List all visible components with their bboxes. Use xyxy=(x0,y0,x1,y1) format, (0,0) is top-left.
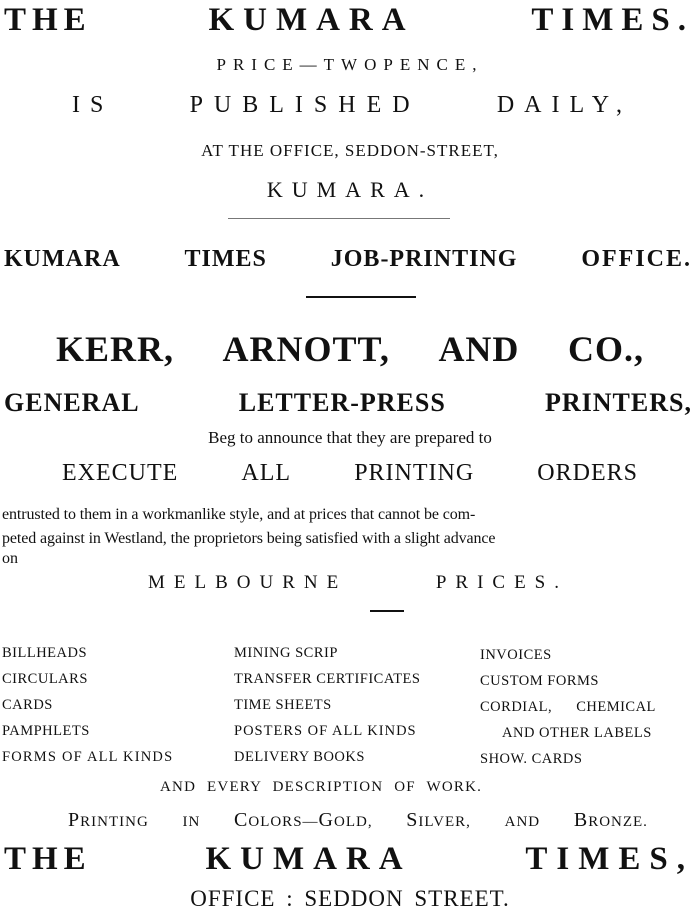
masthead-bottom-word-kumara: KUMARA xyxy=(205,841,412,877)
masthead-word-kumara: KUMARA xyxy=(208,2,415,38)
job-word-job-printing: JOB-PRINTING xyxy=(330,246,518,272)
list-item: DELIVERY BOOKS xyxy=(234,749,365,765)
execute-heading xyxy=(62,460,638,487)
masthead-word-times: TIMES. xyxy=(531,2,694,38)
colors-word-colors: COLORS—GOLD, xyxy=(234,809,373,831)
list-item: MINING SCRIP xyxy=(234,645,338,661)
published-word-published: PUBLISHED xyxy=(189,92,421,118)
execute-word-printing: PRINTING xyxy=(354,460,475,486)
firm-word-kerr: KERR, xyxy=(56,329,175,369)
colors-word-printing: PRINTING xyxy=(68,809,149,831)
melbourne-prices xyxy=(148,572,568,594)
firm-word-and: AND xyxy=(438,329,520,369)
town-name: KUMARA. xyxy=(266,177,434,202)
job-word-office: OFFICE. xyxy=(581,246,692,272)
divider-1 xyxy=(228,218,450,219)
printing-in-colors xyxy=(68,809,648,832)
list-item: TRANSFER CERTIFICATES xyxy=(234,671,421,687)
trade-heading xyxy=(4,388,692,418)
list-item: CIRCULARS xyxy=(2,671,88,687)
price-line: PRICE—TWOPENCE, xyxy=(216,55,484,74)
list-item: CARDS xyxy=(2,697,53,713)
list-item: TIME SHEETS xyxy=(234,697,332,713)
services-col-2 xyxy=(234,640,420,770)
list-item: AND OTHER LABELS xyxy=(502,725,652,741)
services-col-3 xyxy=(480,642,656,772)
announcement: Beg to announce that they are prepared to xyxy=(208,428,492,447)
execute-word-all: ALL xyxy=(241,460,292,486)
masthead-bottom xyxy=(4,841,694,878)
colors-word-and: AND xyxy=(504,814,541,830)
job-word-times: TIMES xyxy=(184,246,267,272)
divider-3 xyxy=(370,610,404,612)
trade-word-letter-press: LETTER-PRESS xyxy=(238,388,446,417)
office-bottom: OFFICE : SEDDON STREET. xyxy=(190,886,510,911)
masthead-word-the: THE xyxy=(4,2,92,38)
melbourne-word: MELBOURNE xyxy=(148,572,348,593)
list-item: FORMS OF ALL KINDS xyxy=(2,749,174,765)
office-address: AT THE OFFICE, SEDDON-STREET, xyxy=(201,141,499,160)
list-item: SHOW. CARDS xyxy=(480,751,583,767)
list-item: CORDIAL, CHEMICAL xyxy=(480,699,656,715)
firm-word-co: CO., xyxy=(567,329,644,369)
colors-word-silver: SILVER, xyxy=(406,809,471,831)
list-item: POSTERS OF ALL KINDS xyxy=(234,723,417,739)
body-line-2: peted against in Westland, the proprietors being satisfied with a slight advance xyxy=(2,530,496,547)
colors-word-in: IN xyxy=(182,814,201,830)
list-item: BILLHEADS xyxy=(2,645,88,661)
divider-2 xyxy=(306,296,416,298)
masthead-bottom-word-the: THE xyxy=(4,841,92,877)
published-line xyxy=(72,92,632,119)
body-line-1: entrusted to them in a workmanlike style, and at prices that cannot be com- xyxy=(2,506,476,523)
colors-word-bronze: BRONZE. xyxy=(573,809,648,831)
masthead-bottom-word-times: TIMES, xyxy=(525,841,694,877)
list-item: PAMPHLETS xyxy=(2,723,90,739)
firm-word-arnott: ARNOTT, xyxy=(222,329,390,369)
trade-word-general: GENERAL xyxy=(4,388,140,417)
firm-name xyxy=(56,328,644,370)
execute-word-orders: ORDERS xyxy=(537,460,638,486)
trade-word-printers: PRINTERS, xyxy=(545,388,692,417)
services-col-1 xyxy=(2,640,173,770)
masthead-top xyxy=(4,2,694,39)
every-description: AND EVERY DESCRIPTION OF WORK. xyxy=(160,779,483,795)
job-office-heading xyxy=(4,246,692,273)
prices-word: PRICES. xyxy=(435,572,568,593)
published-word-daily: DAILY, xyxy=(496,92,632,118)
published-word-is: IS xyxy=(72,92,114,118)
job-word-kumara: KUMARA xyxy=(4,246,121,272)
list-item: CUSTOM FORMS xyxy=(480,673,599,689)
execute-word-execute: EXECUTE xyxy=(62,460,179,486)
list-item: INVOICES xyxy=(480,647,552,663)
body-line-3: on xyxy=(2,550,18,567)
